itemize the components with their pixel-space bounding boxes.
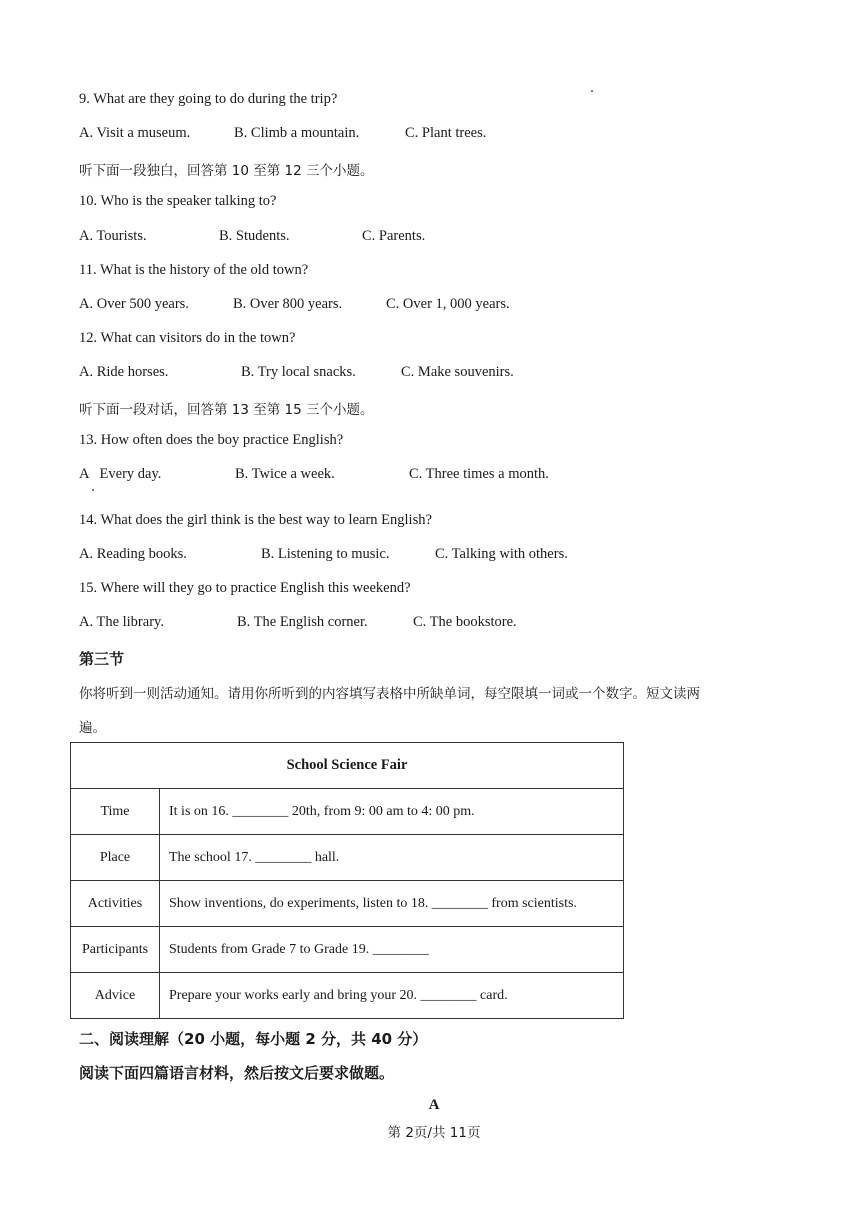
option-12a: A. Ride horses. xyxy=(79,364,169,380)
question-10: 10. Who is the speaker talking to? xyxy=(79,193,277,209)
option-10c: C. Parents. xyxy=(362,228,426,244)
row-label-participants: Participants xyxy=(71,927,160,973)
table-title-row xyxy=(71,743,624,789)
scan-speck xyxy=(92,489,94,491)
option-10a: A. Tourists. xyxy=(79,228,147,244)
row-value-advice: Prepare your works early and bring your 20. ________ card. xyxy=(160,973,624,1019)
table-row xyxy=(71,835,624,881)
table-row xyxy=(71,881,624,927)
instruction-monologue: 听下面一段独白，回答第 10 至第 12 三个小题。 xyxy=(79,163,374,179)
table-title: School Science Fair xyxy=(71,743,624,789)
option-9a: A. Visit a museum. xyxy=(79,125,191,141)
instruction-dialogue: 听下面一段对话，回答第 13 至第 15 三个小题。 xyxy=(79,402,374,418)
question-11: 11. What is the history of the old town? xyxy=(79,262,309,278)
row-value-participants: Students from Grade 7 to Grade 19. ________ xyxy=(160,927,624,973)
row-label-place: Place xyxy=(71,835,160,881)
passage-letter: A xyxy=(428,1097,440,1113)
row-value-time: It is on 16. ________ 20th, from 9: 00 am to 4: 00 pm. xyxy=(160,789,624,835)
section-3-instruction-line1: 你将听到一则活动通知。请用你所听到的内容填写表格中所缺单词，每空限填一词或一个数字。短文读两 xyxy=(79,686,700,702)
row-label-activities: Activities xyxy=(71,881,160,927)
option-11a: A. Over 500 years. xyxy=(79,296,189,312)
part-2-instruction: 阅读下面四篇语言材料，然后按文后要求做题。 xyxy=(79,1064,395,1082)
science-fair-table xyxy=(70,742,624,1019)
question-14: 14. What does the girl think is the best way to learn English? xyxy=(79,512,432,528)
section-3-heading: 第三节 xyxy=(79,650,125,668)
part-2-heading: 二、阅读理解（20 小题，每小题 2 分，共 40 分） xyxy=(79,1030,428,1048)
option-10b: B. Students. xyxy=(219,228,290,244)
option-15a: A. The library. xyxy=(79,614,164,630)
row-label-time: Time xyxy=(71,789,160,835)
option-15b: B. The English corner. xyxy=(237,614,368,630)
option-13b: B. Twice a week. xyxy=(235,466,335,482)
page-footer: 第 2页/共 11页 xyxy=(387,1125,481,1141)
question-15: 15. Where will they go to practice English this weekend? xyxy=(79,580,411,596)
option-9c: C. Plant trees. xyxy=(405,125,487,141)
table-row xyxy=(71,927,624,973)
table-row xyxy=(71,789,624,835)
scan-speck xyxy=(591,90,593,92)
option-9b: B. Climb a mountain. xyxy=(234,125,360,141)
question-12: 12. What can visitors do in the town? xyxy=(79,330,296,346)
section-3-instruction-line2: 遍。 xyxy=(79,720,106,736)
question-9: 9. What are they going to do during the trip? xyxy=(79,91,338,107)
row-label-advice: Advice xyxy=(71,973,160,1019)
option-13a: A Every day. xyxy=(79,466,162,482)
option-12c: C. Make souvenirs. xyxy=(401,364,514,380)
option-14c: C. Talking with others. xyxy=(435,546,568,562)
option-14b: B. Listening to music. xyxy=(261,546,390,562)
option-15c: C. The bookstore. xyxy=(413,614,517,630)
option-12b: B. Try local snacks. xyxy=(241,364,356,380)
question-13: 13. How often does the boy practice English? xyxy=(79,432,344,448)
option-11c: C. Over 1, 000 years. xyxy=(386,296,510,312)
option-14a: A. Reading books. xyxy=(79,546,187,562)
table-row xyxy=(71,973,624,1019)
option-13c: C. Three times a month. xyxy=(409,466,549,482)
option-11b: B. Over 800 years. xyxy=(233,296,343,312)
row-value-activities: Show inventions, do experiments, listen to 18. ________ from scientists. xyxy=(160,881,624,927)
row-value-place: The school 17. ________ hall. xyxy=(160,835,624,881)
